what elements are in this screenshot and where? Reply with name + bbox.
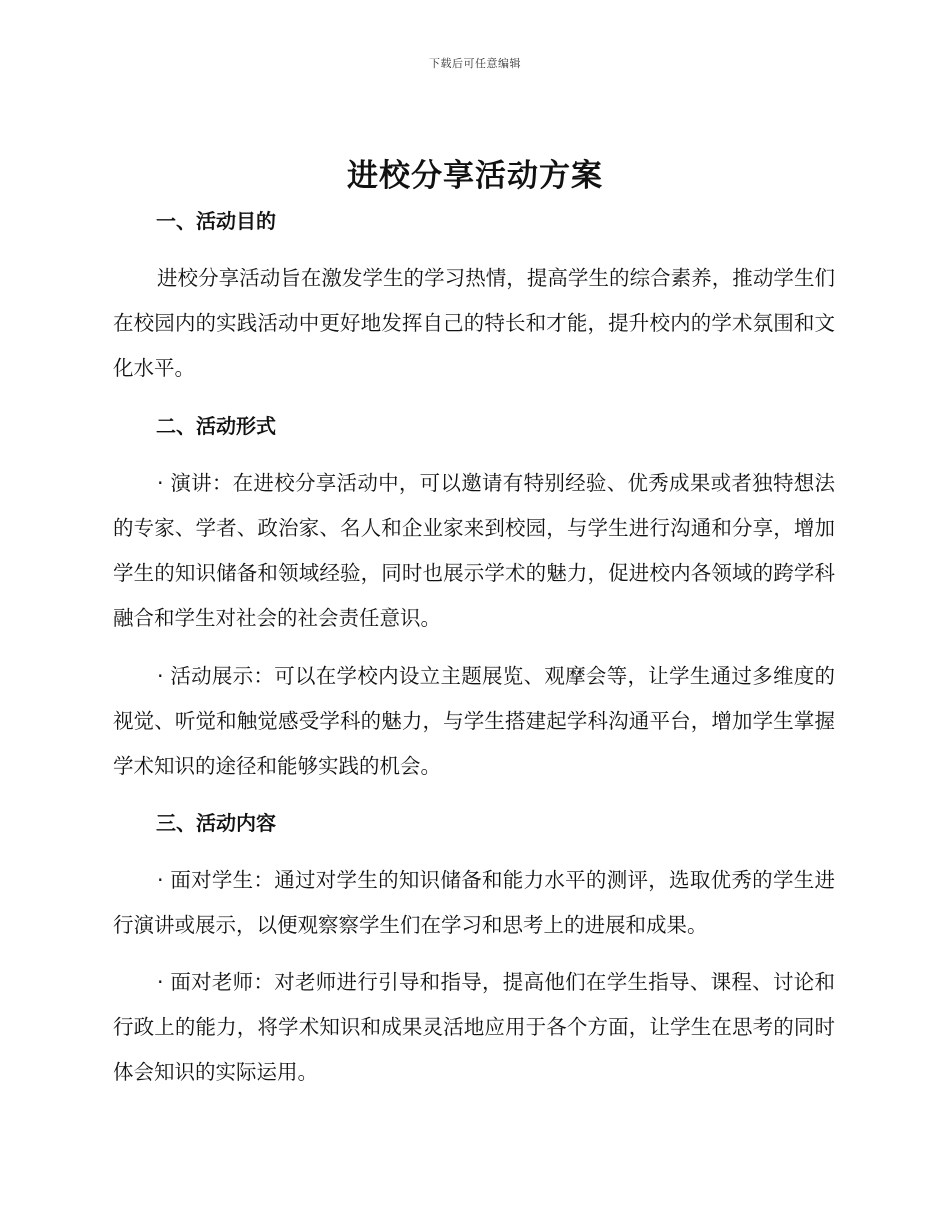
section-heading-purpose: 一、活动目的 bbox=[156, 209, 276, 233]
document-title: 进校分享活动方案 bbox=[347, 158, 603, 194]
header-note: 下载后可任意编辑 bbox=[429, 57, 521, 70]
section-heading-content: 三、活动内容 bbox=[156, 811, 276, 835]
paragraph-content-teachers: · 面对老师：对老师进行引导和指导，提高他们在学生指导、课程、讨论和行政上的能力，将学术知识和成果灵活地应用于各个方面，让学生在思考的同时体会知识的实际运用。 bbox=[113, 970, 835, 1084]
paragraph-content-students: · 面对学生：通过对学生的知识储备和能力水平的测评，选取优秀的学生进行演讲或展示，以便观察察学生们在学习和思考上的进展和成果。 bbox=[113, 868, 835, 937]
paragraph-format-speech: · 演讲：在进校分享活动中，可以邀请有特别经验、优秀成果或者独特想法的专家、学者、政治家、名人和企业家来到校园，与学生进行沟通和分享，增加学生的知识储备和领域经验，同时也展示学术的魅力，促进校内各领域的跨学科融合和学生对社会的社会责任意识。 bbox=[113, 471, 835, 630]
paragraph-format-exhibition: · 活动展示：可以在学校内设立主题展览、观摩会等，让学生通过多维度的视觉、听觉和触觉感受学科的魅力，与学生搭建起学科沟通平台，增加学生掌握学术知识的途径和能够实践的机会。 bbox=[113, 664, 835, 778]
paragraph-purpose: 进校分享活动旨在激发学生的学习热情，提高学生的综合素养，推动学生们在校园内的实践活动中更好地发挥自己的特长和才能，提升校内的学术氛围和文化水平。 bbox=[113, 266, 835, 380]
section-heading-format: 二、活动形式 bbox=[156, 414, 276, 438]
